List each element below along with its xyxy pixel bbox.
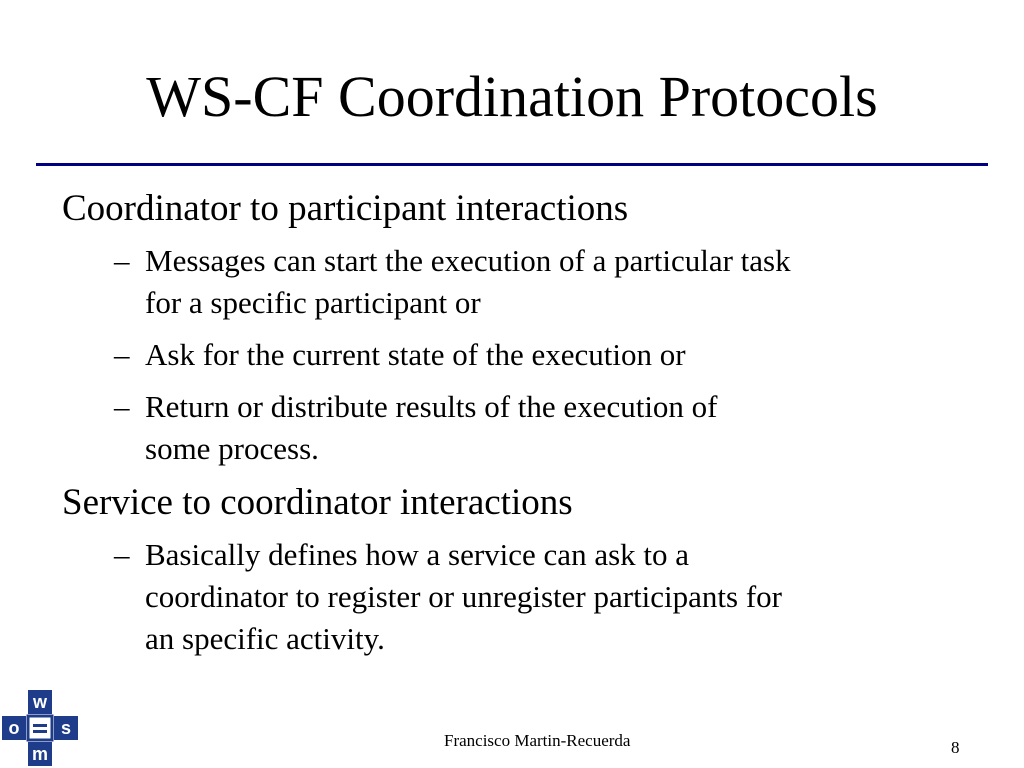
logo-center-bar <box>33 724 47 727</box>
bullet-item <box>62 534 992 660</box>
bullet-line: Basically defines how a service can ask to a <box>145 537 690 572</box>
bullet-item <box>62 240 992 324</box>
logo-letter: o <box>8 718 20 738</box>
bullet-item <box>62 334 992 376</box>
logo-letter: w <box>32 692 48 712</box>
bullet-line: Ask for the current state of the execution or <box>145 337 686 372</box>
bullet-dash: – <box>114 243 130 278</box>
bullet-dash: – <box>114 337 130 372</box>
bullet-dash: – <box>114 389 130 424</box>
bullet-line: some process. <box>145 431 319 466</box>
bullet-line: for a specific participant or <box>145 285 481 320</box>
footer-author: Francisco Martin-Recuerda <box>444 731 631 750</box>
bullet-dash: – <box>114 537 130 572</box>
logo-center-bar <box>33 730 47 733</box>
section-heading: Service to coordinator interactions <box>62 482 573 523</box>
bullet-line: Messages can start the execution of a particular task <box>145 243 791 278</box>
title-divider <box>36 163 988 166</box>
wsmo-logo <box>0 688 80 768</box>
slide-body <box>62 186 992 660</box>
logo-letter: s <box>60 718 72 738</box>
page-number: 8 <box>951 738 960 757</box>
bullet-item <box>62 386 992 470</box>
logo-letter: m <box>31 744 49 764</box>
logo-tile-center <box>28 716 52 740</box>
bullet-line: Return or distribute results of the execution of <box>145 389 718 424</box>
slide-title: WS-CF Coordination Protocols <box>146 64 878 129</box>
section-heading: Coordinator to participant interactions <box>62 188 629 229</box>
bullet-line: an specific activity. <box>145 621 385 656</box>
bullet-line: coordinator to register or unregister participants for <box>145 579 782 614</box>
